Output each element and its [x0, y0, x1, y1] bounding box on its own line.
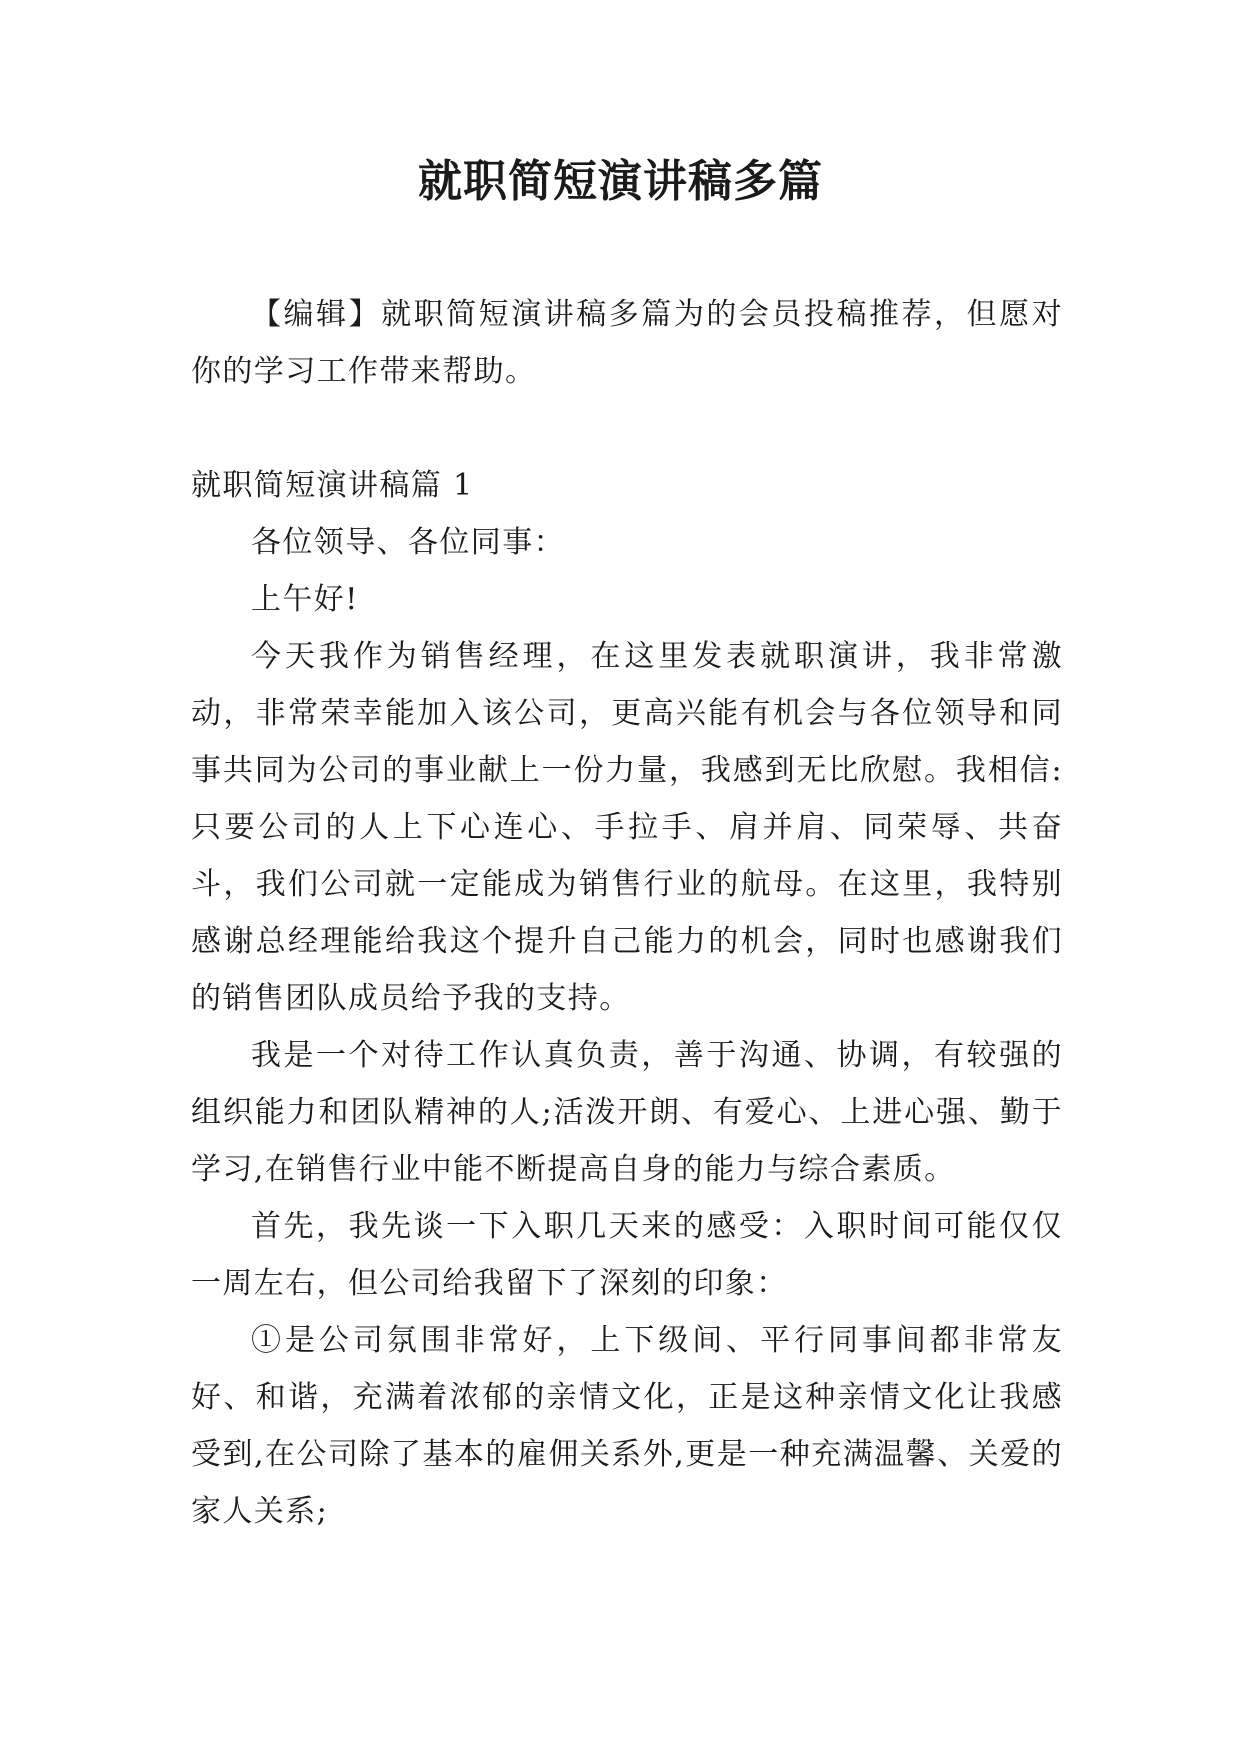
- document-body: [191, 286, 1063, 1540]
- paragraph-impressions: 首先，我先谈一下入职几天来的感受：入职时间可能仅仅一周左右，但公司给我留下了深刻的印象：: [191, 1209, 1063, 1301]
- paragraph-self-intro: 我是一个对待工作认真负责，善于沟通、协调，有较强的组织能力和团队精神的人;活泼开朗、有爱心、上进心强、勤于学习,在销售行业中能不断提高自身的能力与综合素质。: [191, 1038, 1063, 1187]
- paragraph-opening: 今天我作为销售经理，在这里发表就职演讲，我非常激动，非常荣幸能加入该公司，更高兴能有机会与各位领导和同事共同为公司的事业献上一份力量，我感到无比欣慰。我相信: 只要公司的人上下心连心、手拉手、肩并肩、同荣辱、共奋斗，我们公司就一定能成为销售行业的航母。在这里，我特别感谢总经理能给我这个提升自己能力的机会，同时也感谢我们的销售团队成员给予我的支持。: [191, 639, 1063, 1016]
- paragraph-salutation: 各位领导、各位同事：: [251, 525, 565, 560]
- intro-paragraph: 【编辑】就职简短演讲稿多篇为的会员投稿推荐，但愿对你的学习工作带来帮助。: [191, 297, 1063, 389]
- section-heading: 就职简短演讲稿篇 1: [191, 468, 474, 503]
- document-title: 就职简短演讲稿多篇: [418, 156, 823, 207]
- paragraph-point-one: ①是公司氛围非常好，上下级间、平行同事间都非常友好、和谐，充满着浓郁的亲情文化，正是这种亲情文化让我感受到,在公司除了基本的雇佣关系外,更是一种充满温馨、关爱的家人关系;: [191, 1323, 1063, 1529]
- paragraph-greeting: 上午好!: [251, 582, 359, 617]
